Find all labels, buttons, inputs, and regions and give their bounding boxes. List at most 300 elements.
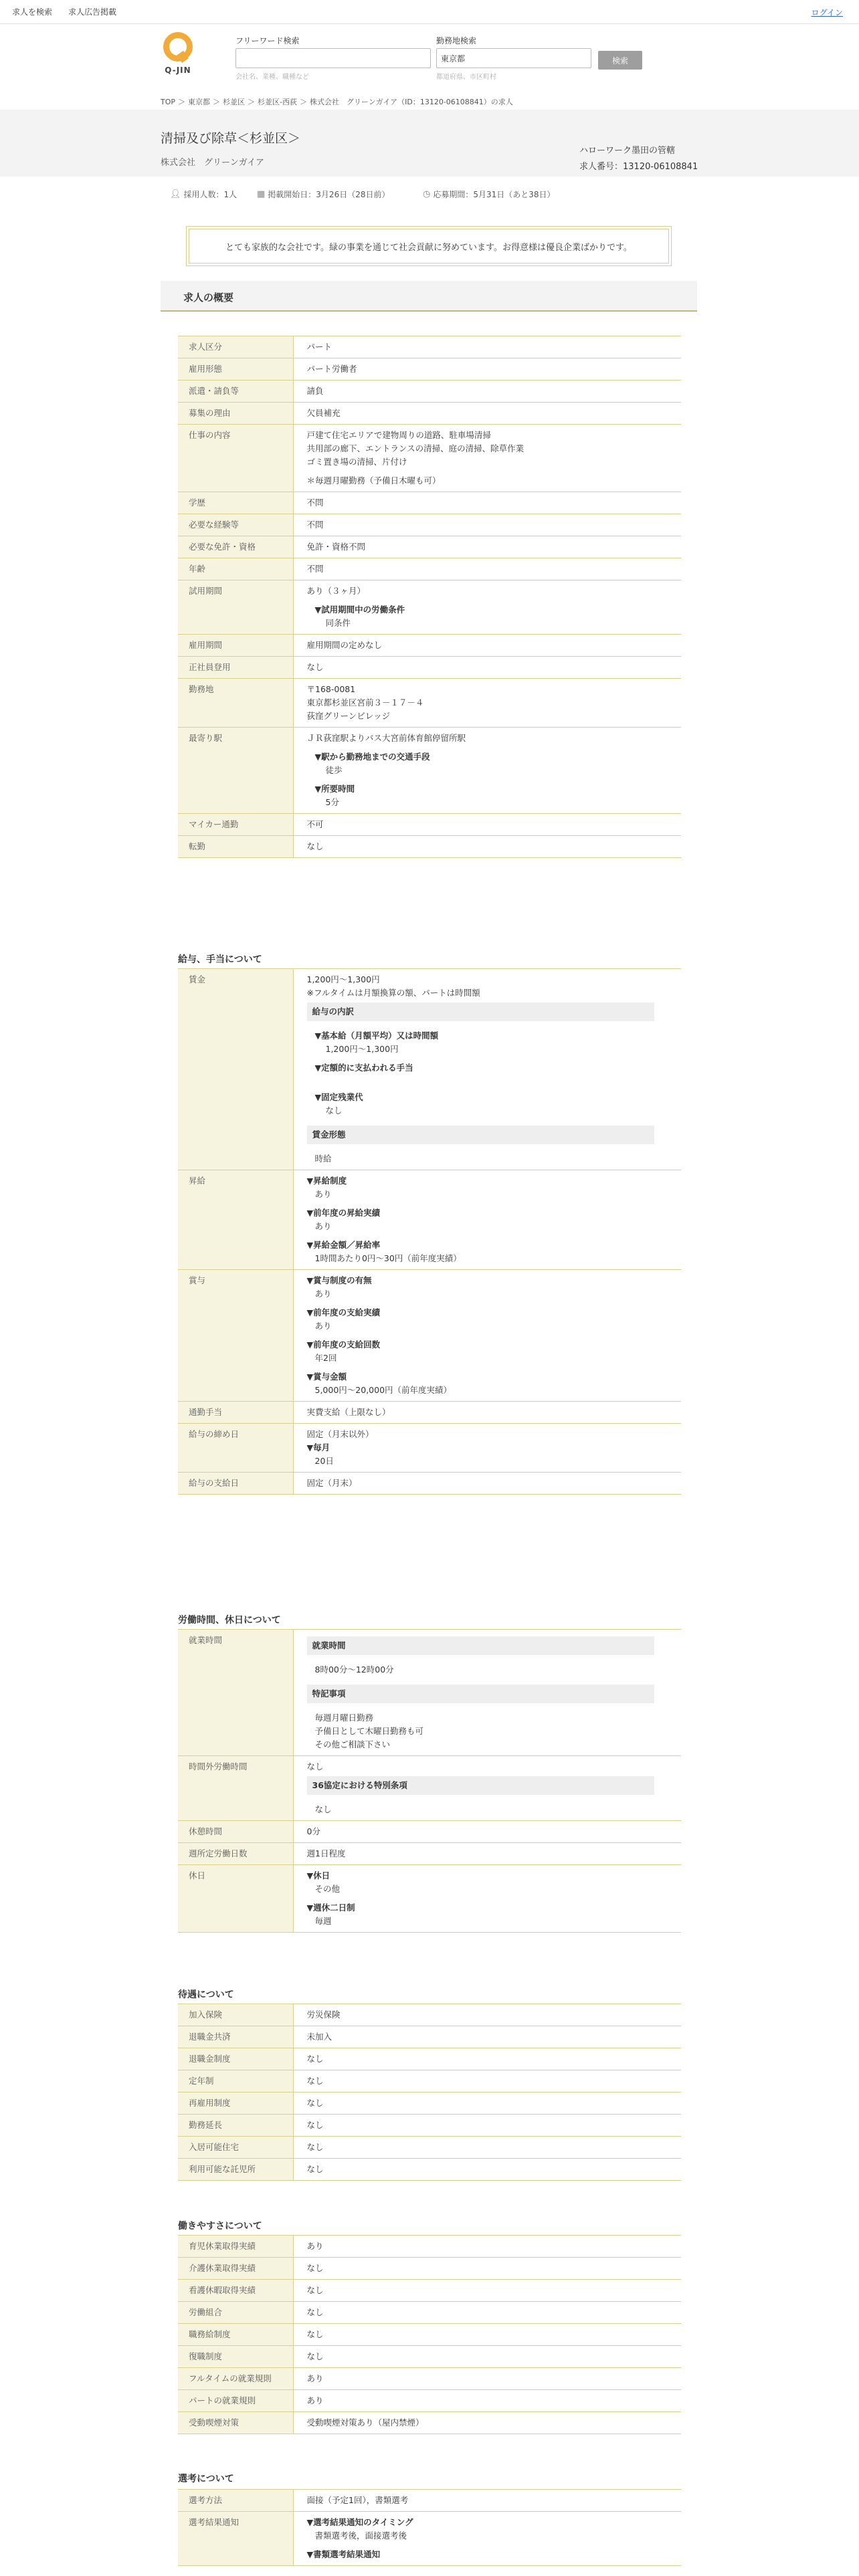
row-label: 時間外労働時間 [178,1756,293,1821]
value-line: 欠員補充 [306,408,341,418]
header [0,24,859,86]
table-row [178,381,681,403]
spacer [307,1056,668,1061]
value-line: ▼選考結果通知のタイミング [306,2517,413,2527]
row-value [293,492,681,514]
row-value [293,2302,681,2324]
breadcrumb-separator: ＞ [248,98,256,106]
benefits-section-title: 待遇について [178,1990,234,2000]
row-value [293,1270,681,1402]
spacer [307,1658,668,1663]
table-row [178,1402,681,1424]
row-label: 看護休暇取得実績 [178,2280,293,2302]
row-label: 職務給制度 [178,2324,293,2346]
value-line: ▼週休二日制 [306,1903,355,1913]
table-row [178,2346,681,2368]
table-row [178,1843,681,1865]
table-row [178,2026,681,2048]
row-label: 勤務地 [178,679,293,728]
row-label: 賞与 [178,1270,293,1402]
area-search [436,35,591,81]
value-line: ▼昇給金額／昇給率 [306,1240,381,1250]
table-row [178,580,681,635]
value-line: 同条件 [325,618,351,628]
free-word-search [235,35,431,81]
row-label: フルタイムの就業規則 [178,2368,293,2390]
value-line: なし [306,2054,324,2064]
table-row [178,358,681,381]
value-line: 不問 [306,564,324,574]
spacer [307,1233,668,1239]
row-value [293,836,681,858]
value-line: 不可 [306,819,324,829]
value-line: ▼書類選考結果通知 [306,2549,381,2559]
value-line: 戸建て住宅エリアで建物周りの道路、駐車場清掃 [306,430,491,440]
breadcrumb-separator: ＞ [300,98,307,106]
value-line: 週1日程度 [306,1848,346,1858]
value-line: なし [306,2098,324,2108]
subheading-box: 給与の内訳 [307,1002,655,1021]
row-value [293,2390,681,2412]
breadcrumb-item[interactable]: 東京都 [188,98,211,106]
value-line: 不問 [306,498,324,508]
value-line: ▼賞与金額 [306,1372,347,1382]
row-value [293,2368,681,2390]
value-line: その他ご相談下さい [314,1739,391,1749]
value-line: ▼定額的に支払われる手当 [314,1063,413,1073]
row-value [293,2137,681,2159]
value-line: 不問 [306,520,324,530]
value-line: あり [306,2373,324,2383]
value-line: 5分 [325,797,339,807]
value-line: 荻窪グリーンビレッジ [306,711,391,721]
value-line: 1,200円〜1,300円 [306,974,380,984]
row-label: 転勤 [178,836,293,858]
area-label: 勤務地検索 [436,36,477,45]
breadcrumb-separator: ＞ [178,98,186,106]
row-label: 昇給 [178,1170,293,1270]
spacer [307,1080,668,1085]
table-row [178,2070,681,2092]
value-line: ▼賞与制度の有無 [306,1275,372,1285]
row-value [293,1843,681,1865]
row-label: 再雇用制度 [178,2092,293,2115]
value-line: 書類選考後，面接選考後 [314,2531,407,2541]
row-label: 選考結果通知 [178,2512,293,2566]
value-line: 東京都杉並区宮前３－１７－４ [306,697,424,708]
table-row [178,558,681,580]
row-value [293,1170,681,1270]
salary-table [178,968,681,1495]
row-value [293,728,681,814]
value-line: あり [306,2395,324,2405]
row-label: 学歴 [178,492,293,514]
value-line: なし [306,841,324,851]
row-value [293,2324,681,2346]
company-intro: とても家族的な会社です。緑の事業を通じて社会貢献に努めています。お得意様は優良企業ばかりです。 [186,226,672,266]
free-word-input[interactable] [235,48,431,68]
value-line: その他 [314,1884,341,1894]
value-line: ▼駅から勤務地までの交通手段 [314,752,430,762]
value-line: あり [306,2241,324,2251]
work-environment-table [178,2235,681,2434]
table-row [178,2324,681,2346]
person-icon: 👤︎ [170,189,181,199]
value-line: 面接（予定1回），書類選考 [306,2495,409,2505]
value-line: なし [306,2164,324,2174]
row-label: 休憩時間 [178,1821,293,1843]
subheading-box: 特記事項 [307,1685,655,1703]
row-value [293,2026,681,2048]
area-hint: 都道府県、市区町村 [436,74,496,81]
value-line: ▼所要時間 [314,784,355,794]
row-value [293,2280,681,2302]
table-row [178,635,681,657]
row-label: パートの就業規則 [178,2390,293,2412]
spacer [307,1147,668,1152]
value-line: ＪＲ荻窪駅よりバス大宮前体育館停留所駅 [306,733,466,743]
table-row [178,2159,681,2181]
free-word-label: フリーワード検索 [235,36,300,45]
table-row [178,2236,681,2258]
breadcrumb-item[interactable]: 杉並区-西荻 [258,98,297,106]
row-value [293,2236,681,2258]
value-line: ▼前年度の支給実績 [306,1307,381,1317]
table-row [178,1170,681,1270]
row-label: 通勤手当 [178,1402,293,1424]
table-row [178,836,681,858]
job-title-bar [0,110,859,177]
table-row [178,2115,681,2137]
spacer [307,1706,668,1711]
salary-section-title: 給与、手当について [178,954,262,965]
value-line: 未加入 [306,2032,332,2042]
value-line: 免許・資格不問 [306,542,366,552]
table-row [178,1865,681,1933]
selection-section-title: 選考について [178,2474,234,2484]
value-line: 労災保険 [306,2010,341,2020]
value-line: ▼基本給（月額平均）又は時間額 [314,1031,439,1041]
value-line: 予備日として木曜日勤務も可 [314,1726,424,1736]
value-line: なし [306,2307,324,2317]
post-ad-link[interactable]: 求人広告掲載 [68,7,117,17]
spacer [307,1333,668,1338]
row-label: 仕事の内容 [178,425,293,492]
value-line: ▼前年度の昇給実績 [306,1208,381,1218]
table-row [178,403,681,425]
row-value [293,657,681,679]
hours-table [178,1629,681,1933]
row-label: 週所定労働日数 [178,1843,293,1865]
row-value [293,2092,681,2115]
value-line: なし [306,2076,324,2086]
subheading-box: 賃金形態 [307,1125,655,1144]
deadline-info: ◷ 応募期間：5月31日（あと38日） [423,189,555,199]
row-value [293,403,681,425]
value-line: 5,000円〜20,000円（前年度実績） [314,1385,452,1395]
value-line: パート労働者 [306,364,357,374]
row-value [293,2048,681,2070]
value-line: 固定（月末以外） [306,1429,374,1439]
subheading-box: 36協定における特別条項 [307,1776,655,1795]
breadcrumb [161,96,516,107]
benefits-table [178,2004,681,2181]
row-label: 選考方法 [178,2490,293,2512]
value-line: 毎週月曜日勤務 [314,1713,374,1723]
row-value [293,514,681,536]
value-line: ※フルタイムは月額換算の額、パートは時間額 [306,988,480,998]
table-row [178,2368,681,2390]
value-line: ▼前年度の支給回数 [306,1339,381,1350]
spacer [307,777,668,782]
job-number: 求人番号：13120-06108841 [579,162,698,172]
value-line: なし [306,2263,324,2273]
row-value [293,1473,681,1495]
table-row [178,2004,681,2026]
breadcrumb-separator: ＞ [213,98,221,106]
row-value [293,1821,681,1843]
row-label: 必要な経験等 [178,514,293,536]
spacer [307,598,668,603]
row-value [293,1424,681,1473]
table-row [178,1821,681,1843]
spacer [307,1075,668,1080]
row-label: 育児休業取得実績 [178,2236,293,2258]
value-line: ▼試用期間中の労働条件 [314,605,405,615]
table-row [178,1424,681,1473]
table-row [178,336,681,358]
value-line: あり [314,1189,332,1199]
value-line: 徒歩 [325,765,343,775]
row-label: 試用期間 [178,580,293,635]
row-value [293,425,681,492]
table-row [178,1270,681,1402]
row-value [293,1402,681,1424]
hellowork-office: ハローワーク墨田の管轄 [579,146,676,156]
company-name: 株式会社 グリーンガイア [161,158,264,168]
spacer [307,745,668,750]
value-line: 実費支給（上限なし） [306,1407,391,1417]
table-row [178,1630,681,1756]
row-label: 休日 [178,1865,293,1933]
table-row [178,679,681,728]
value-line: あり [314,1221,332,1231]
row-label: 正社員登用 [178,657,293,679]
row-value [293,2346,681,2368]
value-line: あり [314,1289,332,1299]
row-label: 最寄り駅 [178,728,293,814]
value-line: 雇用期間の定めなし [306,640,383,650]
table-row [178,1756,681,1821]
breadcrumb-item[interactable]: TOP [161,98,176,106]
row-label: 受動喫煙対策 [178,2412,293,2434]
table-row [178,2490,681,2512]
row-label: 給与の支給日 [178,1473,293,1495]
hours-section-title: 労働時間、休日について [178,1615,281,1626]
breadcrumb-item: 株式会社 グリーンガイア（ID：13120-06108841）の求人 [310,98,513,106]
value-line: 1時間あたり0円〜30円（前年度実績） [314,1253,462,1263]
row-label: 復職制度 [178,2346,293,2368]
row-value [293,558,681,580]
row-label: 賃金 [178,969,293,1170]
area-input[interactable]: 東京都 [436,48,591,68]
table-row [178,2390,681,2412]
value-line: なし [306,2120,324,2130]
table-row [178,536,681,558]
row-value [293,969,681,1170]
row-value [293,2115,681,2137]
value-line: なし [306,2329,324,2339]
table-row [178,2092,681,2115]
row-value [293,1630,681,1756]
row-label: 定年制 [178,2070,293,2092]
row-value [293,358,681,381]
row-value [293,2070,681,2092]
table-row [178,2048,681,2070]
row-label: 派遣・請負等 [178,381,293,403]
top-bar [0,0,859,24]
value-line: ▼毎月 [306,1442,330,1453]
row-value [293,580,681,635]
hires-info: 👤︎ 採用人数：1人 [170,189,237,199]
spacer [307,1024,668,1029]
value-line: 20日 [314,1456,334,1466]
value-line: 年2回 [314,1353,337,1363]
row-label: 就業時間 [178,1630,293,1756]
search-jobs-link[interactable]: 求人を検索 [12,7,53,17]
table-row [178,492,681,514]
spacer [307,1085,668,1091]
value-line: なし [306,2285,324,2295]
row-label: 給与の締め日 [178,1424,293,1473]
table-row [178,2137,681,2159]
table-row [178,425,681,492]
page-title: 清掃及び除草＜杉並区＞ [161,131,301,146]
spacer [307,1301,668,1306]
value-line: ▼休日 [306,1870,330,1881]
row-label: 入居可能住宅 [178,2137,293,2159]
table-row [178,969,681,1170]
spacer [307,1117,668,1123]
value-line: ゴミ置き場の清掃、片付け [306,457,407,467]
clock-icon: ◷ [423,189,431,199]
table-row [178,2512,681,2566]
row-value [293,381,681,403]
table-row [178,728,681,814]
value-line: なし [306,2351,324,2361]
row-value [293,2412,681,2434]
spacer [307,469,668,474]
spacer [307,1365,668,1370]
row-value [293,814,681,836]
row-value [293,536,681,558]
qjin-logo[interactable]: Q-JIN [161,32,195,79]
search-button[interactable]: 検索 [598,51,642,70]
table-row [178,814,681,836]
table-row [178,2258,681,2280]
value-line: 時給 [314,1154,332,1164]
table-row [178,2412,681,2434]
row-value [293,2512,681,2566]
value-line: 受動喫煙対策あり（屋内禁煙） [306,2418,424,2428]
spacer [307,1798,668,1803]
value-line: ▼固定残業代 [314,1092,363,1102]
row-value [293,336,681,358]
spacer [307,1677,668,1682]
table-row [178,1473,681,1495]
table-row [178,657,681,679]
value-line: なし [306,1761,324,1772]
value-line: 0分 [306,1826,320,1836]
value-line: ▼昇給制度 [306,1176,347,1186]
breadcrumb-item[interactable]: 杉並区 [223,98,246,106]
spacer [307,1896,668,1901]
row-value [293,2159,681,2181]
row-label: 年齢 [178,558,293,580]
value-line: 〒168-0081 [306,684,356,694]
free-word-hint: 会社名、業種、職種など [235,74,309,81]
row-value [293,2258,681,2280]
selection-table [178,2489,681,2566]
value-line: なし [306,2142,324,2152]
table-row [178,514,681,536]
row-label: 雇用期間 [178,635,293,657]
row-label: 介護休業取得実績 [178,2258,293,2280]
row-value [293,1865,681,1933]
row-label: 募集の理由 [178,403,293,425]
row-label: 退職金制度 [178,2048,293,2070]
row-value [293,635,681,657]
row-label: 求人区分 [178,336,293,358]
overview-table [178,336,681,858]
table-row [178,2280,681,2302]
row-label: 雇用形態 [178,358,293,381]
value-line: 請負 [306,386,324,396]
value-line: なし [325,1105,343,1115]
row-label: 労働組合 [178,2302,293,2324]
row-label: 勤務延長 [178,2115,293,2137]
spacer [307,1201,668,1206]
value-line: 8時00分〜12時00分 [314,1665,394,1675]
row-label: 加入保険 [178,2004,293,2026]
login-link[interactable]: ログイン [811,8,843,17]
spacer [307,2543,668,2548]
row-label: マイカー通勤 [178,814,293,836]
row-value [293,2490,681,2512]
start-date-info: ▦ 掲載開始日：3月26日（28日前） [257,189,390,199]
value-line: 毎週 [314,1916,332,1926]
value-line: パート [306,342,332,352]
value-line: あり [314,1321,332,1331]
row-value [293,2004,681,2026]
row-label: 退職金共済 [178,2026,293,2048]
row-value [293,1756,681,1821]
value-line: あり（３ヶ月） [306,586,366,596]
table-row [178,2302,681,2324]
work-section-title: 働きやすさについて [178,2221,262,2232]
value-line: なし [306,662,324,672]
row-label: 利用可能な託児所 [178,2159,293,2181]
value-line: 1,200円〜1,300円 [325,1044,399,1054]
value-line: 固定（月末） [306,1478,357,1488]
overview-header: 求人の概要 [161,281,697,312]
subheading-box: 就業時間 [307,1636,655,1655]
row-value [293,679,681,728]
value-line: ＊毎週月曜勤務（予備日木曜も可） [306,475,441,486]
calendar-icon: ▦ [257,189,266,199]
value-line: なし [314,1804,332,1814]
value-line: 共用部の廊下、エントランスの清掃、庭の清掃、除草作業 [306,443,524,453]
